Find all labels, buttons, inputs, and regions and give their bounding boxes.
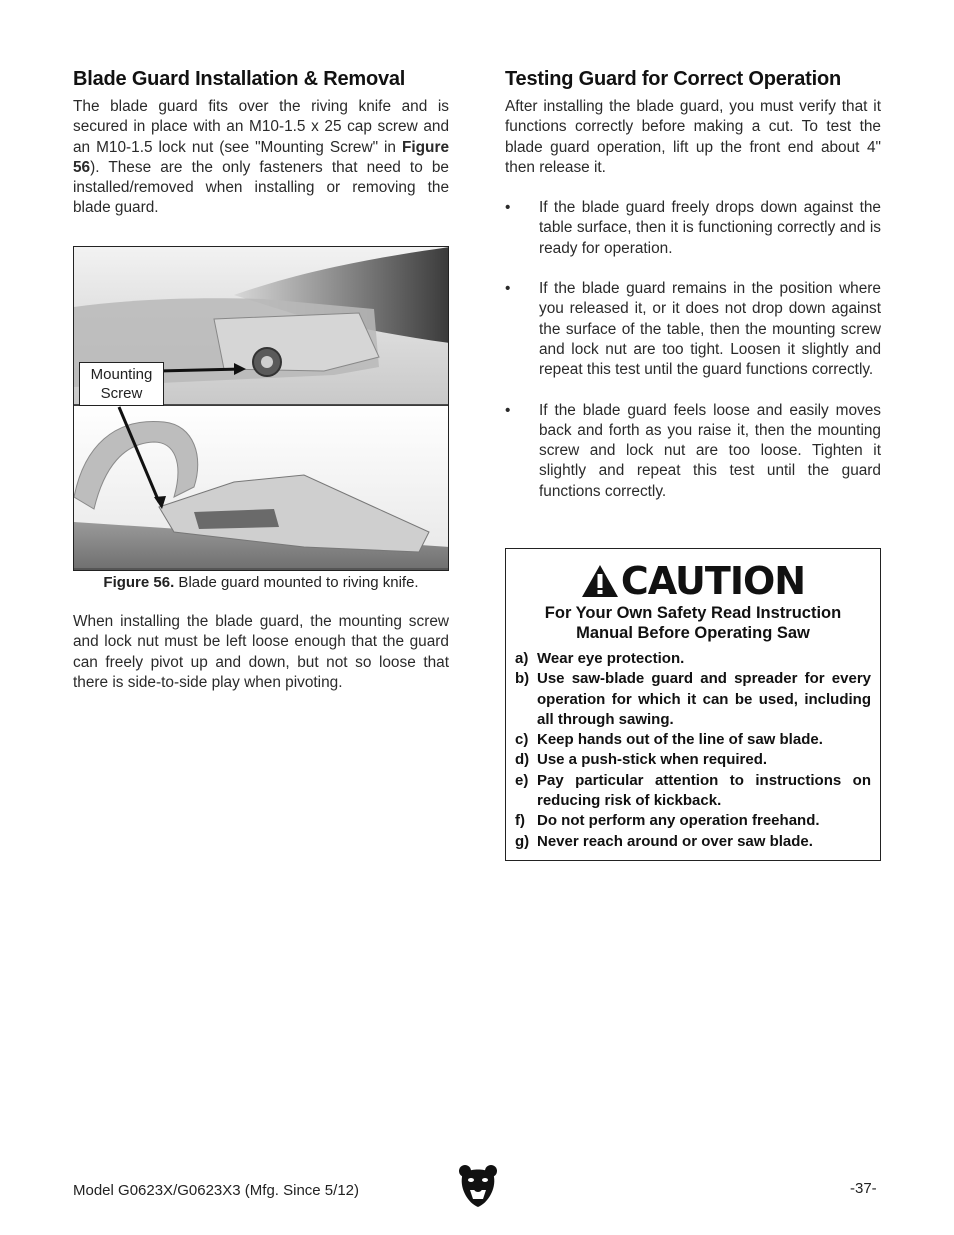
rule-text: Keep hands out of the line of saw blade.	[537, 731, 823, 749]
bullet-icon: •	[505, 280, 511, 298]
caution-subtitle-line: Manual Before Operating Saw	[576, 624, 810, 642]
warning-triangle-icon	[581, 564, 619, 598]
rule-letter: d)	[515, 751, 530, 769]
list-item	[515, 669, 871, 730]
list-item	[505, 279, 881, 380]
rule-letter: c)	[515, 731, 529, 749]
left-lower-text	[73, 612, 449, 693]
installation-text-start: The blade guard fits over the riving knife and is secured in place with an M10-1.5 x 25 cap screw and an M10-1.5 lock nut (see "Mounting Screw" in	[73, 98, 449, 156]
bullet-text: If the blade guard freely drops down against the table surface, then it is functioning correctly and is ready for operation.	[539, 199, 881, 257]
bullet-text: If the blade guard remains in the position where you released it, or it does not drop down against the surface of the table, then the mounting screw and lock nut are too tight. Loosen it slightly and repeat this test until the guard functions correctly.	[539, 280, 881, 379]
list-item	[515, 730, 871, 750]
caution-rules-list	[515, 649, 871, 852]
list-item	[515, 811, 871, 831]
section-heading-testing: Testing Guard for Correct Operation	[505, 68, 841, 90]
blade-guard-photo	[74, 247, 449, 571]
figure-reference: Figure 56	[73, 138, 449, 176]
rule-text: Pay particular attention to instructions on reducing risk of kickback.	[537, 771, 871, 810]
installation-paragraph	[73, 97, 449, 219]
left-column	[73, 68, 449, 219]
figure-caption-text: Blade guard mounted to riving knife.	[174, 574, 419, 591]
rule-text: Do not perform any operation freehand.	[537, 812, 820, 830]
rule-text: Use saw-blade guard and spreader for every operation for which it can be used, including all through sawing.	[537, 670, 871, 728]
list-item	[505, 198, 881, 259]
grizzly-bear-logo	[458, 1163, 498, 1209]
loosen-paragraph: When installing the blade guard, the mounting screw and lock nut must be left loose enough that the guard can freely pivot up and down, but not so loose that there is side-to-side play when pivoting.	[73, 613, 449, 691]
right-column	[505, 68, 881, 502]
bullet-text: If the blade guard feels loose and easily moves back and forth as you raise it, then the mounting screw and lock nut are too loose. Tighten it slightly and repeat this test until the guard functions correctly.	[539, 401, 881, 500]
rule-text: Use a push-stick when required.	[537, 751, 768, 769]
testing-bullet-list	[505, 198, 881, 502]
rule-text: Never reach around or over saw blade.	[537, 832, 813, 850]
list-item	[515, 750, 871, 770]
installation-text-end: ). These are the only fasteners that need to be installed/removed when installing or removing the blade guard.	[73, 158, 449, 217]
list-item	[515, 771, 871, 812]
figure-caption-label: Figure 56.	[103, 574, 175, 591]
rule-text: Wear eye protection.	[537, 650, 685, 667]
caution-subtitle	[516, 603, 870, 643]
figure-caption	[73, 574, 449, 591]
list-item	[505, 401, 881, 502]
figure-56-photo	[73, 246, 449, 571]
rule-letter: a)	[515, 650, 529, 667]
testing-intro: After installing the blade guard, you must verify that it functions correctly before making a cut. To test the blade guard operation, lift up the front end about 4" then release it.	[505, 98, 881, 176]
section-heading-installation: Blade Guard Installation & Removal	[73, 68, 406, 90]
caution-subtitle-line: For Your Own Safety Read Instruction	[544, 604, 842, 622]
rule-letter: b)	[515, 670, 530, 688]
caution-header	[506, 559, 880, 603]
caution-box	[505, 548, 881, 861]
caution-title: CAUTION	[620, 559, 806, 603]
list-item	[515, 832, 871, 852]
rule-letter: e)	[515, 771, 529, 789]
rule-letter: g)	[515, 832, 530, 850]
rule-letter: f)	[515, 812, 525, 830]
mounting-screw-callout	[79, 362, 164, 406]
page-number: -37-	[850, 1180, 877, 1197]
callout-label: Mounting Screw	[90, 366, 153, 402]
footer-model: Model G0623X/G0623X3 (Mfg. Since 5/12)	[73, 1182, 359, 1199]
list-item	[515, 649, 871, 669]
bullet-icon: •	[505, 401, 511, 419]
bullet-icon: •	[505, 199, 511, 217]
